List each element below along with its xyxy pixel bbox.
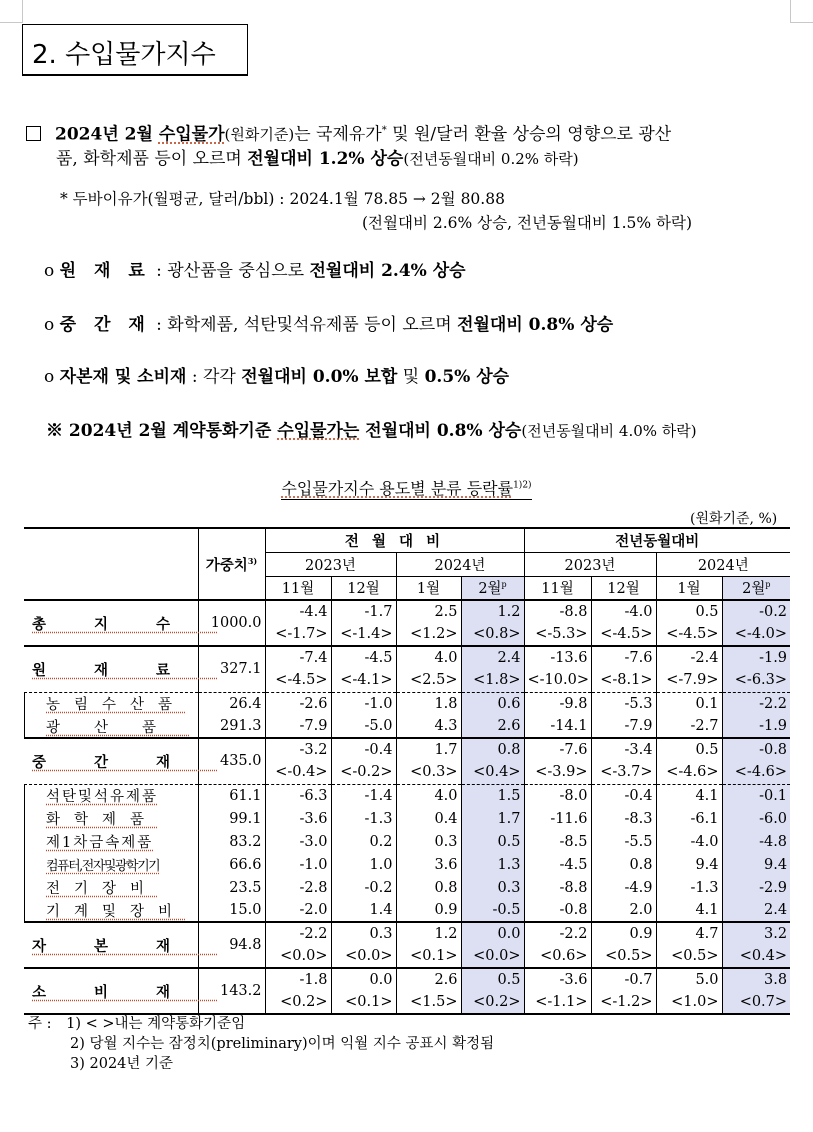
bullet-raw-materials: o 원 재 료 : 광산품을 중심으로 전월대비 2.4% 상승 [44,261,466,281]
row-label-text: 기계및장비 [46,903,187,920]
value-cell: 0.3 [461,876,524,899]
oil-footnote-line-2: (전월대비 2.6% 상승, 전년동월대비 1.5% 하락) [362,214,693,232]
value-cell: 4.7 [656,922,722,945]
header-month-preliminary [722,576,790,600]
value-cell: -6.0 [722,807,790,830]
value-cell: -0.4 [331,738,396,761]
bullet-rate: 전월대비 0.0% 보합 [241,367,398,387]
row-label [24,899,198,922]
value-cell: -0.8 [722,738,790,761]
contract-cell: <-5.3> [524,623,591,646]
value-cell: -0.7 [591,968,656,991]
value-cell: 0.9 [591,922,656,945]
contract-cell: <0.8> [461,623,524,646]
contract-cell: <0.4> [461,761,524,784]
value-cell: -2.2 [265,922,331,945]
value-cell: -1.9 [722,646,790,669]
value-cell: 0.0 [461,922,524,945]
header-month: 1월 [396,576,461,600]
value-cell: -5.0 [331,715,396,738]
value-cell: -4.5 [524,853,591,876]
value-cell: -4.9 [591,876,656,899]
value-cell: 3.8 [722,968,790,991]
bullet-intermediate: o 중 간 재 : 화학제품, 석탄및석유제품 등이 오르며 전월대비 0.8% 상승 [44,315,614,335]
contract-cell: <-4.6> [656,761,722,784]
summary-yoy-rate: (전년동월대비 0.2% 하락) [403,150,579,168]
contract-cell: <-1.7> [265,623,331,646]
bullet-label: 중 간 재 [59,315,151,335]
value-cell: -2.2 [722,692,790,715]
contract-cell: <2.5> [396,669,461,692]
weight-cell: 61.1 [198,784,265,807]
value-cell: -3.2 [265,738,331,761]
value-cell: 2.0 [591,899,656,922]
note-3: 3) 2024년 기준 [70,1056,174,1072]
page-corner-mark [790,0,813,23]
header-month: 12월 [331,576,396,600]
oil-footnote-line-1: * 두바이유가(월평균, 달러/bbl) : 2024.1월 78.85 → 2월 80.88 [60,190,505,208]
value-cell: -2.9 [722,876,790,899]
row-label-text: 전기장비 [46,881,159,897]
row-label-text: 중간재 [32,753,219,771]
contract-cell: <1.5> [396,991,461,1014]
value-cell: -0.8 [524,899,591,922]
row-label-text: 원재료 [32,661,219,679]
header-p-sup: p [765,580,771,590]
table-row [24,715,790,738]
header-p-sup: p [501,580,507,590]
value-cell: -0.2 [331,876,396,899]
value-cell: -8.5 [524,830,591,853]
contract-note-yoy: (전년동월대비 4.0% 하락) [521,422,697,440]
contract-cell: <0.5> [656,945,722,968]
summary-text-3: 품, 화학제품 등이 오르며 [56,149,248,169]
value-cell: -6.1 [656,807,722,830]
contract-cell: <1.2> [396,623,461,646]
value-cell: -1.9 [722,715,790,738]
value-cell: 1.7 [396,738,461,761]
value-cell: 4.1 [656,784,722,807]
contract-cell: <0.6> [524,945,591,968]
header-month-preliminary [461,576,524,600]
contract-cell: <-1.1> [524,991,591,1014]
value-cell: 1.3 [461,853,524,876]
header-month: 11월 [265,576,331,600]
summary-text: 는 국제유가 [294,124,382,145]
table-row [24,830,790,853]
value-cell: 9.4 [656,853,722,876]
summary-date: 2024년 2월 [55,124,159,145]
value-cell: -0.4 [591,784,656,807]
value-cell: 1.0 [331,853,396,876]
header-2023-mom: 2023년 [265,552,396,576]
row-label-text: 광산품 [46,719,191,736]
value-cell: 0.3 [396,830,461,853]
contract-cell: <-4.0> [722,623,790,646]
value-cell: -6.3 [265,784,331,807]
contract-note-rate: 전월대비 0.8% 상승 [359,421,522,441]
contract-cell: <-8.1> [591,669,656,692]
table-row [24,853,790,876]
bullet-text: : 광산품을 중심으로 [150,261,310,281]
value-cell: 0.4 [396,807,461,830]
weight-cell: 94.8 [198,922,265,968]
checkbox-square-icon [26,126,41,141]
bullet-label: 자본재 및 소비재 [59,367,187,387]
table-notes [28,1014,494,1074]
value-cell: -0.1 [722,784,790,807]
value-cell: -2.4 [656,646,722,669]
value-cell: 1.7 [461,807,524,830]
value-cell: -8.8 [524,876,591,899]
value-cell: 0.8 [461,738,524,761]
header-month-label: 2월 [478,581,502,598]
header-mom: 전 월 대 비 [265,528,524,552]
value-cell: 0.0 [331,968,396,991]
contract-cell: <0.3> [396,761,461,784]
contract-cell: <-1.2> [591,991,656,1014]
value-cell: 4.3 [396,715,461,738]
row-label [24,853,198,876]
value-cell: -8.3 [591,807,656,830]
value-cell: -1.7 [331,600,396,623]
contract-cell: <0.0> [461,945,524,968]
bullet-capital-consumer: o 자본재 및 소비재 : 각각 전월대비 0.0% 보합 및 0.5% 상승 [44,367,510,387]
table-row [24,738,790,761]
value-cell: -7.6 [591,646,656,669]
summary-subject: 수입물가 [158,124,225,145]
weight-cell: 143.2 [198,968,265,1014]
value-cell: 4.0 [396,784,461,807]
value-cell: -1.3 [656,876,722,899]
contract-cell: <-0.4> [265,761,331,784]
contract-cell: <0.0> [265,945,331,968]
import-price-table [24,527,790,1015]
notes-prefix: 주 : [28,1016,52,1032]
row-label-text: 제1차금속제품 [46,835,154,851]
row-label-text: 컴퓨터,전자및광학기기 [46,859,160,874]
section-title-underline [22,74,248,76]
header-2024-mom: 2024년 [396,552,524,576]
summary-headline-rate: 전월대비 1.2% 상승 [247,149,404,169]
header-2024-yoy: 2024년 [656,552,790,576]
contract-cell: <-4.5> [656,623,722,646]
weight-cell: 26.4 [198,692,265,715]
value-cell: -7.6 [524,738,591,761]
value-cell: 2.5 [396,600,461,623]
row-label [24,807,198,830]
value-cell: 1.4 [331,899,396,922]
table-body [24,600,790,1014]
value-cell: -4.4 [265,600,331,623]
bullet-rate-2: 0.5% 상승 [424,367,510,387]
summary-text-2: 및 원/달러 환율 상승의 영향으로 광산 [386,124,672,145]
header-blank [24,528,198,600]
value-cell: 0.5 [656,600,722,623]
value-cell: -4.0 [591,600,656,623]
value-cell: 0.5 [656,738,722,761]
bullet-rate: 전월대비 0.8% 상승 [457,315,614,335]
bullet-text: : 각각 [186,367,242,387]
value-cell: -7.9 [591,715,656,738]
value-cell: -1.3 [331,807,396,830]
value-cell: -5.3 [591,692,656,715]
row-label [24,922,219,968]
contract-cell: <0.4> [722,945,790,968]
value-cell: 0.8 [396,876,461,899]
value-cell: 1.2 [396,922,461,945]
table-row [24,600,790,623]
table-caption-sup: 1)2) [513,480,532,491]
row-label-text: 자본재 [32,937,219,955]
header-weight [198,528,265,600]
weight-cell: 291.3 [198,715,265,738]
value-cell: -14.1 [524,715,591,738]
value-cell: 2.6 [396,968,461,991]
contract-note-prefix: ※ 2024년 2월 계약통화기준 [46,421,278,441]
value-cell: 2.4 [461,646,524,669]
header-month-label: 2월 [742,581,766,598]
contract-cell: <1.0> [656,991,722,1014]
summary-asterisk: * [381,125,387,136]
contract-cell: <0.5> [591,945,656,968]
contract-cell: <-4.5> [265,669,331,692]
value-cell: 1.2 [461,600,524,623]
note-1: 1) < >내는 계약통화기준임 [66,1016,246,1032]
table-row [24,646,790,669]
contract-cell: <0.1> [331,991,396,1014]
table-row [24,692,790,715]
row-label [24,738,219,784]
value-cell: 0.6 [461,692,524,715]
value-cell: 0.3 [331,922,396,945]
value-cell: 0.5 [461,968,524,991]
weight-cell: 15.0 [198,899,265,922]
value-cell: -0.5 [461,899,524,922]
row-label-text: 소비재 [32,983,219,1001]
contract-cell: <-3.9> [524,761,591,784]
value-cell: -2.7 [656,715,722,738]
value-cell: -1.8 [265,968,331,991]
note-2: 2) 당월 지수는 잠정치(preliminary)이며 익월 지수 공표시 확정됨 [70,1036,495,1052]
value-cell: -9.8 [524,692,591,715]
contract-cell: <-3.7> [591,761,656,784]
value-cell: -3.6 [265,807,331,830]
contract-cell: <0.2> [265,991,331,1014]
contract-cell: <-4.6> [722,761,790,784]
table-row [24,807,790,830]
contract-cell: <1.8> [461,669,524,692]
row-label [24,968,219,1014]
value-cell: 0.2 [331,830,396,853]
contract-currency-note [46,418,697,444]
weight-cell: 83.2 [198,830,265,853]
contract-cell: <-10.0> [524,669,591,692]
value-cell: 3.6 [396,853,461,876]
value-cell: -3.6 [524,968,591,991]
value-cell: -5.5 [591,830,656,853]
value-cell: 3.2 [722,922,790,945]
table-row [24,922,790,945]
contract-note-subject: 수입물가는 [277,421,360,441]
value-cell: -2.8 [265,876,331,899]
row-label-text: 농림수산품 [46,697,187,714]
weight-cell: 435.0 [198,738,265,784]
table-caption-text: 수입물가지수 용도별 분류 등락률 [281,479,514,498]
summary-line-1 [26,118,671,148]
row-label [24,715,198,738]
bullet-rate: 전월대비 2.4% 상승 [309,261,466,281]
weight-cell: 327.1 [198,646,265,692]
weight-cell: 23.5 [198,876,265,899]
row-label [24,646,219,692]
value-cell: -2.2 [524,922,591,945]
weight-cell: 1000.0 [198,600,265,646]
row-label [24,876,198,899]
value-cell: -7.9 [265,715,331,738]
bullet-text: 및 [397,367,425,387]
contract-cell: <0.2> [461,991,524,1014]
value-cell: -4.5 [331,646,396,669]
summary-line-2 [56,146,579,172]
value-cell: -1.0 [265,853,331,876]
value-cell: -11.6 [524,807,591,830]
value-cell: 0.9 [396,899,461,922]
page-corner-mark [0,0,23,23]
value-cell: 0.8 [591,853,656,876]
value-cell: -8.0 [524,784,591,807]
weight-cell: 66.6 [198,853,265,876]
value-cell: 4.1 [656,899,722,922]
contract-cell: <0.1> [396,945,461,968]
row-label [24,600,219,646]
value-cell: -2.0 [265,899,331,922]
section-title: 2. 수입물가지수 [32,40,216,70]
value-cell: -2.6 [265,692,331,715]
value-cell: 9.4 [722,853,790,876]
value-cell: 0.5 [461,830,524,853]
contract-cell: <-0.2> [331,761,396,784]
row-label [24,830,198,853]
value-cell: -3.4 [591,738,656,761]
table-caption [0,476,813,499]
value-cell: 4.0 [396,646,461,669]
value-cell: -13.6 [524,646,591,669]
value-cell: -8.8 [524,600,591,623]
row-label [24,692,198,715]
weight-cell: 99.1 [198,807,265,830]
header-yoy: 전년동월대비 [524,528,790,552]
header-month: 11월 [524,576,591,600]
row-label [24,784,198,807]
table-row [24,899,790,922]
contract-cell: <-6.3> [722,669,790,692]
row-label-text: 총지수 [32,615,219,633]
value-cell: 0.1 [656,692,722,715]
row-label-text: 석탄및석유제품 [46,789,159,806]
contract-cell: <-7.9> [656,669,722,692]
value-cell: 1.5 [461,784,524,807]
contract-cell: <0.0> [331,945,396,968]
value-cell: -7.4 [265,646,331,669]
value-cell: -4.0 [656,830,722,853]
header-month: 1월 [656,576,722,600]
value-cell: -1.4 [331,784,396,807]
table-unit: (원화기준, %) [690,511,778,527]
row-label-text: 화학제품 [46,812,159,828]
table-row [24,968,790,991]
value-cell: 2.4 [722,899,790,922]
table-row [24,876,790,899]
contract-cell: <-4.1> [331,669,396,692]
value-cell: 1.8 [396,692,461,715]
header-weight-label: 가중치 [205,556,248,574]
value-cell: 5.0 [656,968,722,991]
table-row [24,784,790,807]
value-cell: 2.6 [461,715,524,738]
header-2023-yoy: 2023년 [524,552,656,576]
header-weight-sup: 3) [247,555,258,566]
contract-cell: <0.7> [722,991,790,1014]
bullet-text: : 화학제품, 석탄및석유제품 등이 오르며 [150,315,458,335]
header-month: 12월 [591,576,656,600]
bullet-label: 원 재 료 [59,261,151,281]
value-cell: -0.2 [722,600,790,623]
value-cell: -1.0 [331,692,396,715]
summary-basis: (원화기준) [224,125,295,144]
contract-cell: <-4.5> [591,623,656,646]
value-cell: -4.8 [722,830,790,853]
contract-cell: <-1.4> [331,623,396,646]
value-cell: -3.0 [265,830,331,853]
